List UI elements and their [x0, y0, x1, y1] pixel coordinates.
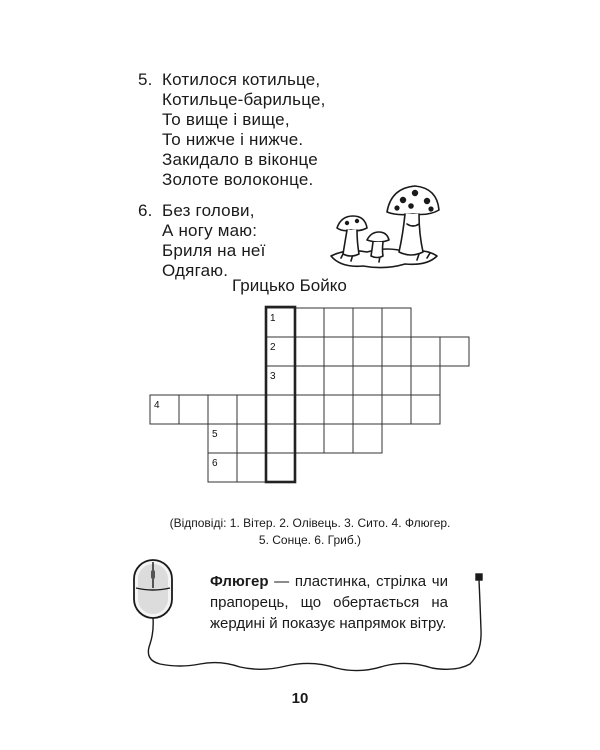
riddle-number: 6. — [138, 201, 153, 220]
definition-body: — пластинка, стрілка чи прапорець, що обертається на жердині й показує напрямок вітру. — [210, 573, 448, 632]
riddle-line: Без голови, — [162, 201, 255, 220]
clue-number-5: 5 — [212, 429, 218, 440]
clue-number-1: 1 — [270, 313, 276, 324]
riddle-line: Котилося котильце, — [162, 70, 321, 89]
riddle-line: Котильце-барильце, — [162, 90, 326, 109]
clue-number-3: 3 — [270, 371, 276, 382]
clue-number-2: 2 — [270, 342, 276, 353]
answers-line-2: 5. Сонце. 6. Гриб.) — [258, 533, 362, 547]
author-name: Грицько Бойко — [232, 276, 347, 295]
riddle-line: Одягаю. — [162, 261, 229, 280]
clue-number-6: 6 — [212, 458, 218, 469]
riddle-line: Золоте волоконце. — [162, 170, 314, 189]
page-number: 10 — [291, 690, 309, 707]
answers-line-1: (Відповіді: 1. Вітер. 2. Олівець. 3. Сито. 4. Флюгер. — [169, 516, 451, 530]
riddle-line: Бриля на неї — [162, 241, 266, 260]
riddle-line: Закидало в віконце — [162, 150, 318, 169]
riddle-line: А ногу маю: — [162, 221, 258, 240]
riddle-line: То нижче і нижче. — [162, 130, 304, 149]
riddle-number: 5. — [138, 70, 153, 89]
definition-term: Флюгер — [210, 573, 269, 590]
clue-number-4: 4 — [154, 400, 160, 411]
riddle-line: То вище і вище, — [162, 110, 290, 129]
definition-text — [210, 571, 448, 634]
